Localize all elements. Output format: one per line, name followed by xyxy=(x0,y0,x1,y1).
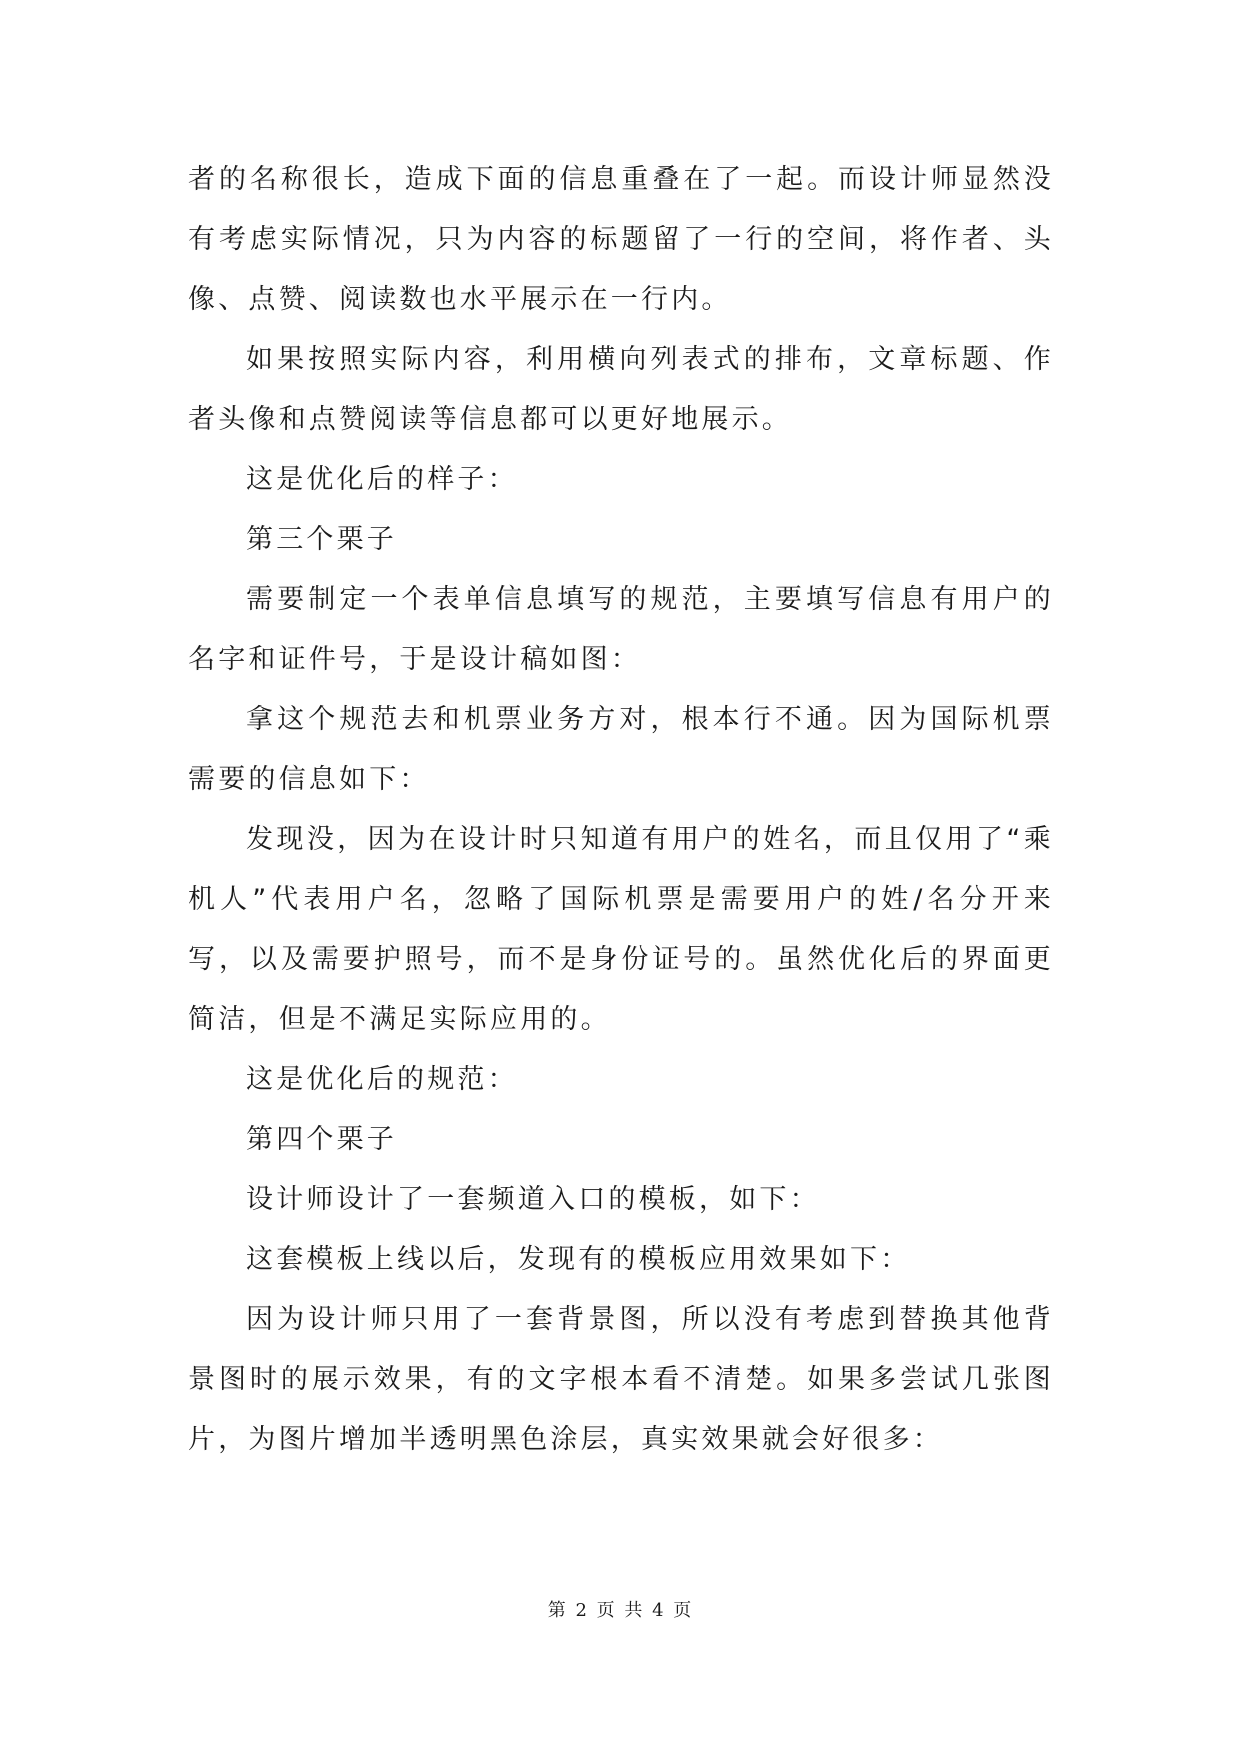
paragraph: 设计师设计了一套频道入口的模板，如下： xyxy=(246,1184,820,1215)
paragraph: 这套模板上线以后，发现有的模板应用效果如下： xyxy=(246,1244,911,1275)
paragraph: 这是优化后的样子： xyxy=(246,464,518,495)
page-number-footer: 第 2 页 共 4 页 xyxy=(547,1600,694,1621)
paragraph: 如果按照实际内容，利用横向列表式的排布，文章标题、作者头像和点赞阅读等信息都可以更好地展示。 xyxy=(188,344,1054,435)
paragraph: 拿这个规范去和机票业务方对，根本行不通。因为国际机票需要的信息如下： xyxy=(188,704,1054,795)
paragraph: 需要制定一个表单信息填写的规范，主要填写信息有用户的名字和证件号，于是设计稿如图： xyxy=(188,584,1054,675)
paragraph: 因为设计师只用了一套背景图，所以没有考虑到替换其他背景图时的展示效果，有的文字根本看不清楚。如果多尝试几张图片，为图片增加半透明黑色涂层，真实效果就会好很多： xyxy=(188,1304,1054,1455)
document-body xyxy=(188,150,1054,1470)
paragraph: 发现没，因为在设计时只知道有用户的姓名，而且仅用了“乘机人”代表用户名，忽略了国际机票是需要用户的姓/名分开来写，以及需要护照号，而不是身份证号的。虽然优化后的界面更简洁，但是不满足实际应用的。 xyxy=(188,824,1054,1035)
section-heading: 第四个栗子 xyxy=(246,1124,397,1155)
paragraph-continued: 者的名称很长，造成下面的信息重叠在了一起。而设计师显然没有考虑实际情况，只为内容的标题留了一行的空间，将作者、头像、点赞、阅读数也水平展示在一行内。 xyxy=(188,164,1054,315)
paragraph: 这是优化后的规范： xyxy=(246,1064,518,1095)
section-heading: 第三个栗子 xyxy=(246,524,397,555)
